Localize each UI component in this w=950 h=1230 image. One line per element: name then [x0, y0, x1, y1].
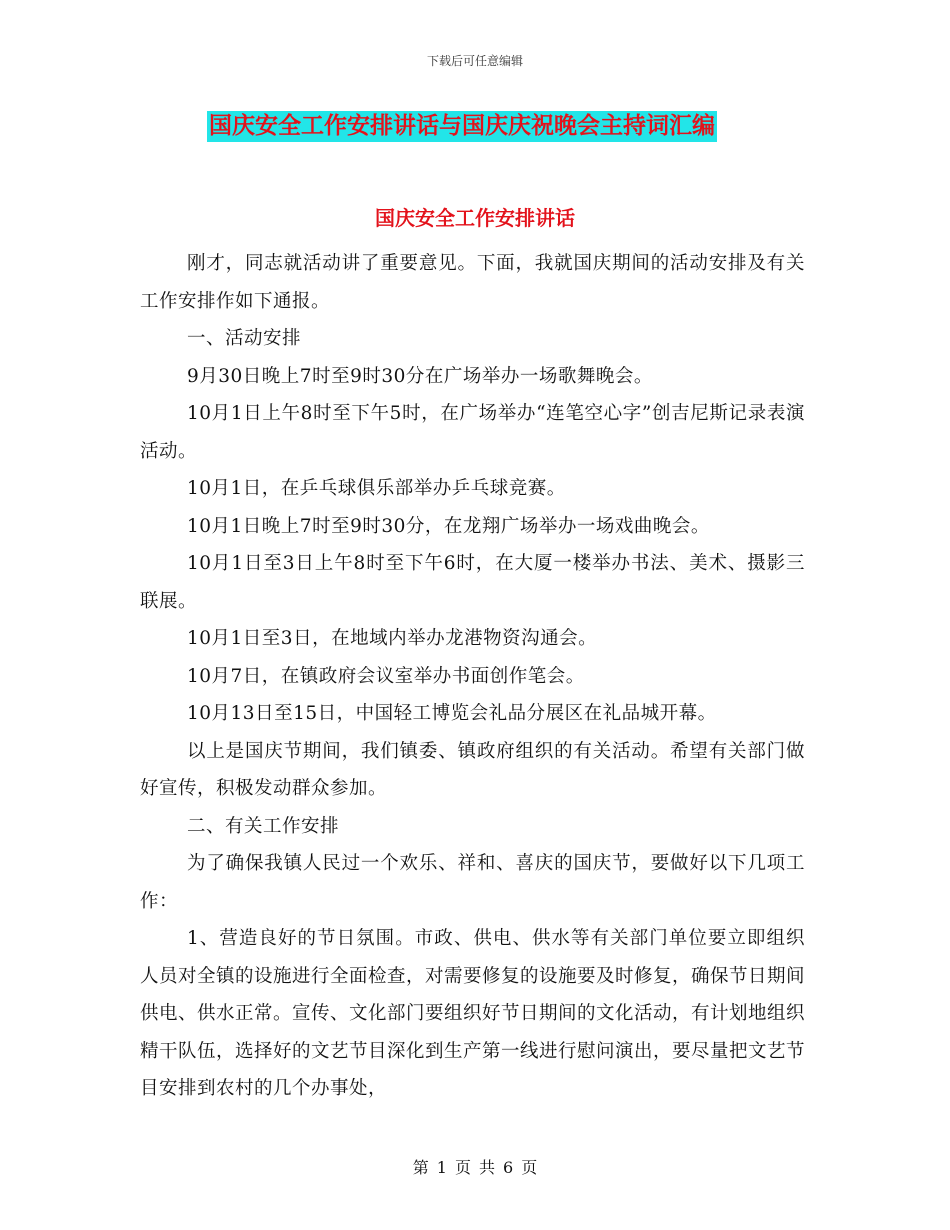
paragraph: 一、活动安排 [187, 328, 302, 349]
paragraph: 10月1日晚上7时至9时30分，在龙翔广场举办一场戏曲晚会。 [187, 515, 710, 537]
main-title: 国庆安全工作安排讲话与国庆庆祝晚会主持词汇编 [209, 113, 715, 139]
page-label: 第 [412, 1158, 429, 1177]
paragraph: 10月1日至3日，在地域内举办龙港物资沟通会。 [187, 628, 598, 649]
paragraph: 9月30日晚上7时至9时30分在广场举办一场歌舞晚会。 [187, 365, 653, 387]
paragraph: 10月7日，在镇政府会议室举办书面创作笔会。 [187, 665, 585, 687]
paragraph: 以上是国庆节期间，我们镇委、镇政府组织的有关活动。希望有关部门做好宣传，积极发动群众参加。 [140, 740, 805, 799]
total-label: 共 [479, 1158, 496, 1177]
total-unit: 页 [521, 1158, 538, 1177]
paragraph: 10月13日至15日，中国轻工博览会礼品分展区在礼品城开幕。 [187, 703, 717, 724]
main-title-highlight [207, 111, 717, 142]
paragraph: 10月1日，在乒乓球俱乐部举办乒乓球竞赛。 [187, 478, 566, 499]
total-pages: 6 [503, 1158, 514, 1177]
paragraph: 为了确保我镇人民过一个欢乐、祥和、喜庆的国庆节，要做好以下几项工作： [140, 853, 805, 912]
paragraph: 二、有关工作安排 [187, 815, 340, 837]
header-note: 下载后可任意编辑 [426, 54, 523, 68]
document-body [140, 245, 805, 1108]
paragraph: 10月1日至3日上午8时至下午6时，在大厦一楼举办书法、美术、摄影三联展。 [140, 553, 805, 612]
paragraph: 10月1日上午8时至下午5时，在广场举办“连笔空心字”创吉尼斯记录表演活动。 [140, 403, 805, 462]
paragraph: 刚才，同志就活动讲了重要意见。下面，我就国庆期间的活动安排及有关工作安排作如下通报。 [140, 253, 805, 312]
section-title: 国庆安全工作安排讲话 [375, 206, 575, 230]
page-footer [0, 1155, 950, 1178]
page-unit: 页 [454, 1158, 471, 1177]
page-number: 1 [436, 1158, 447, 1177]
paragraph: 1、营造良好的节日氛围。市政、供电、供水等有关部门单位要立即组织人员对全镇的设施进行全面检查，对需要修复的设施要及时修复，确保节日期间供电、供水正常。宣传、文化部门要组织好节日期间的文化活动，有计划地组织精干队伍，选择好的文艺节目深化到生产第一线进行慰问演出，要尽量把文艺节目安排到农村的几个办事处， [140, 928, 806, 1099]
